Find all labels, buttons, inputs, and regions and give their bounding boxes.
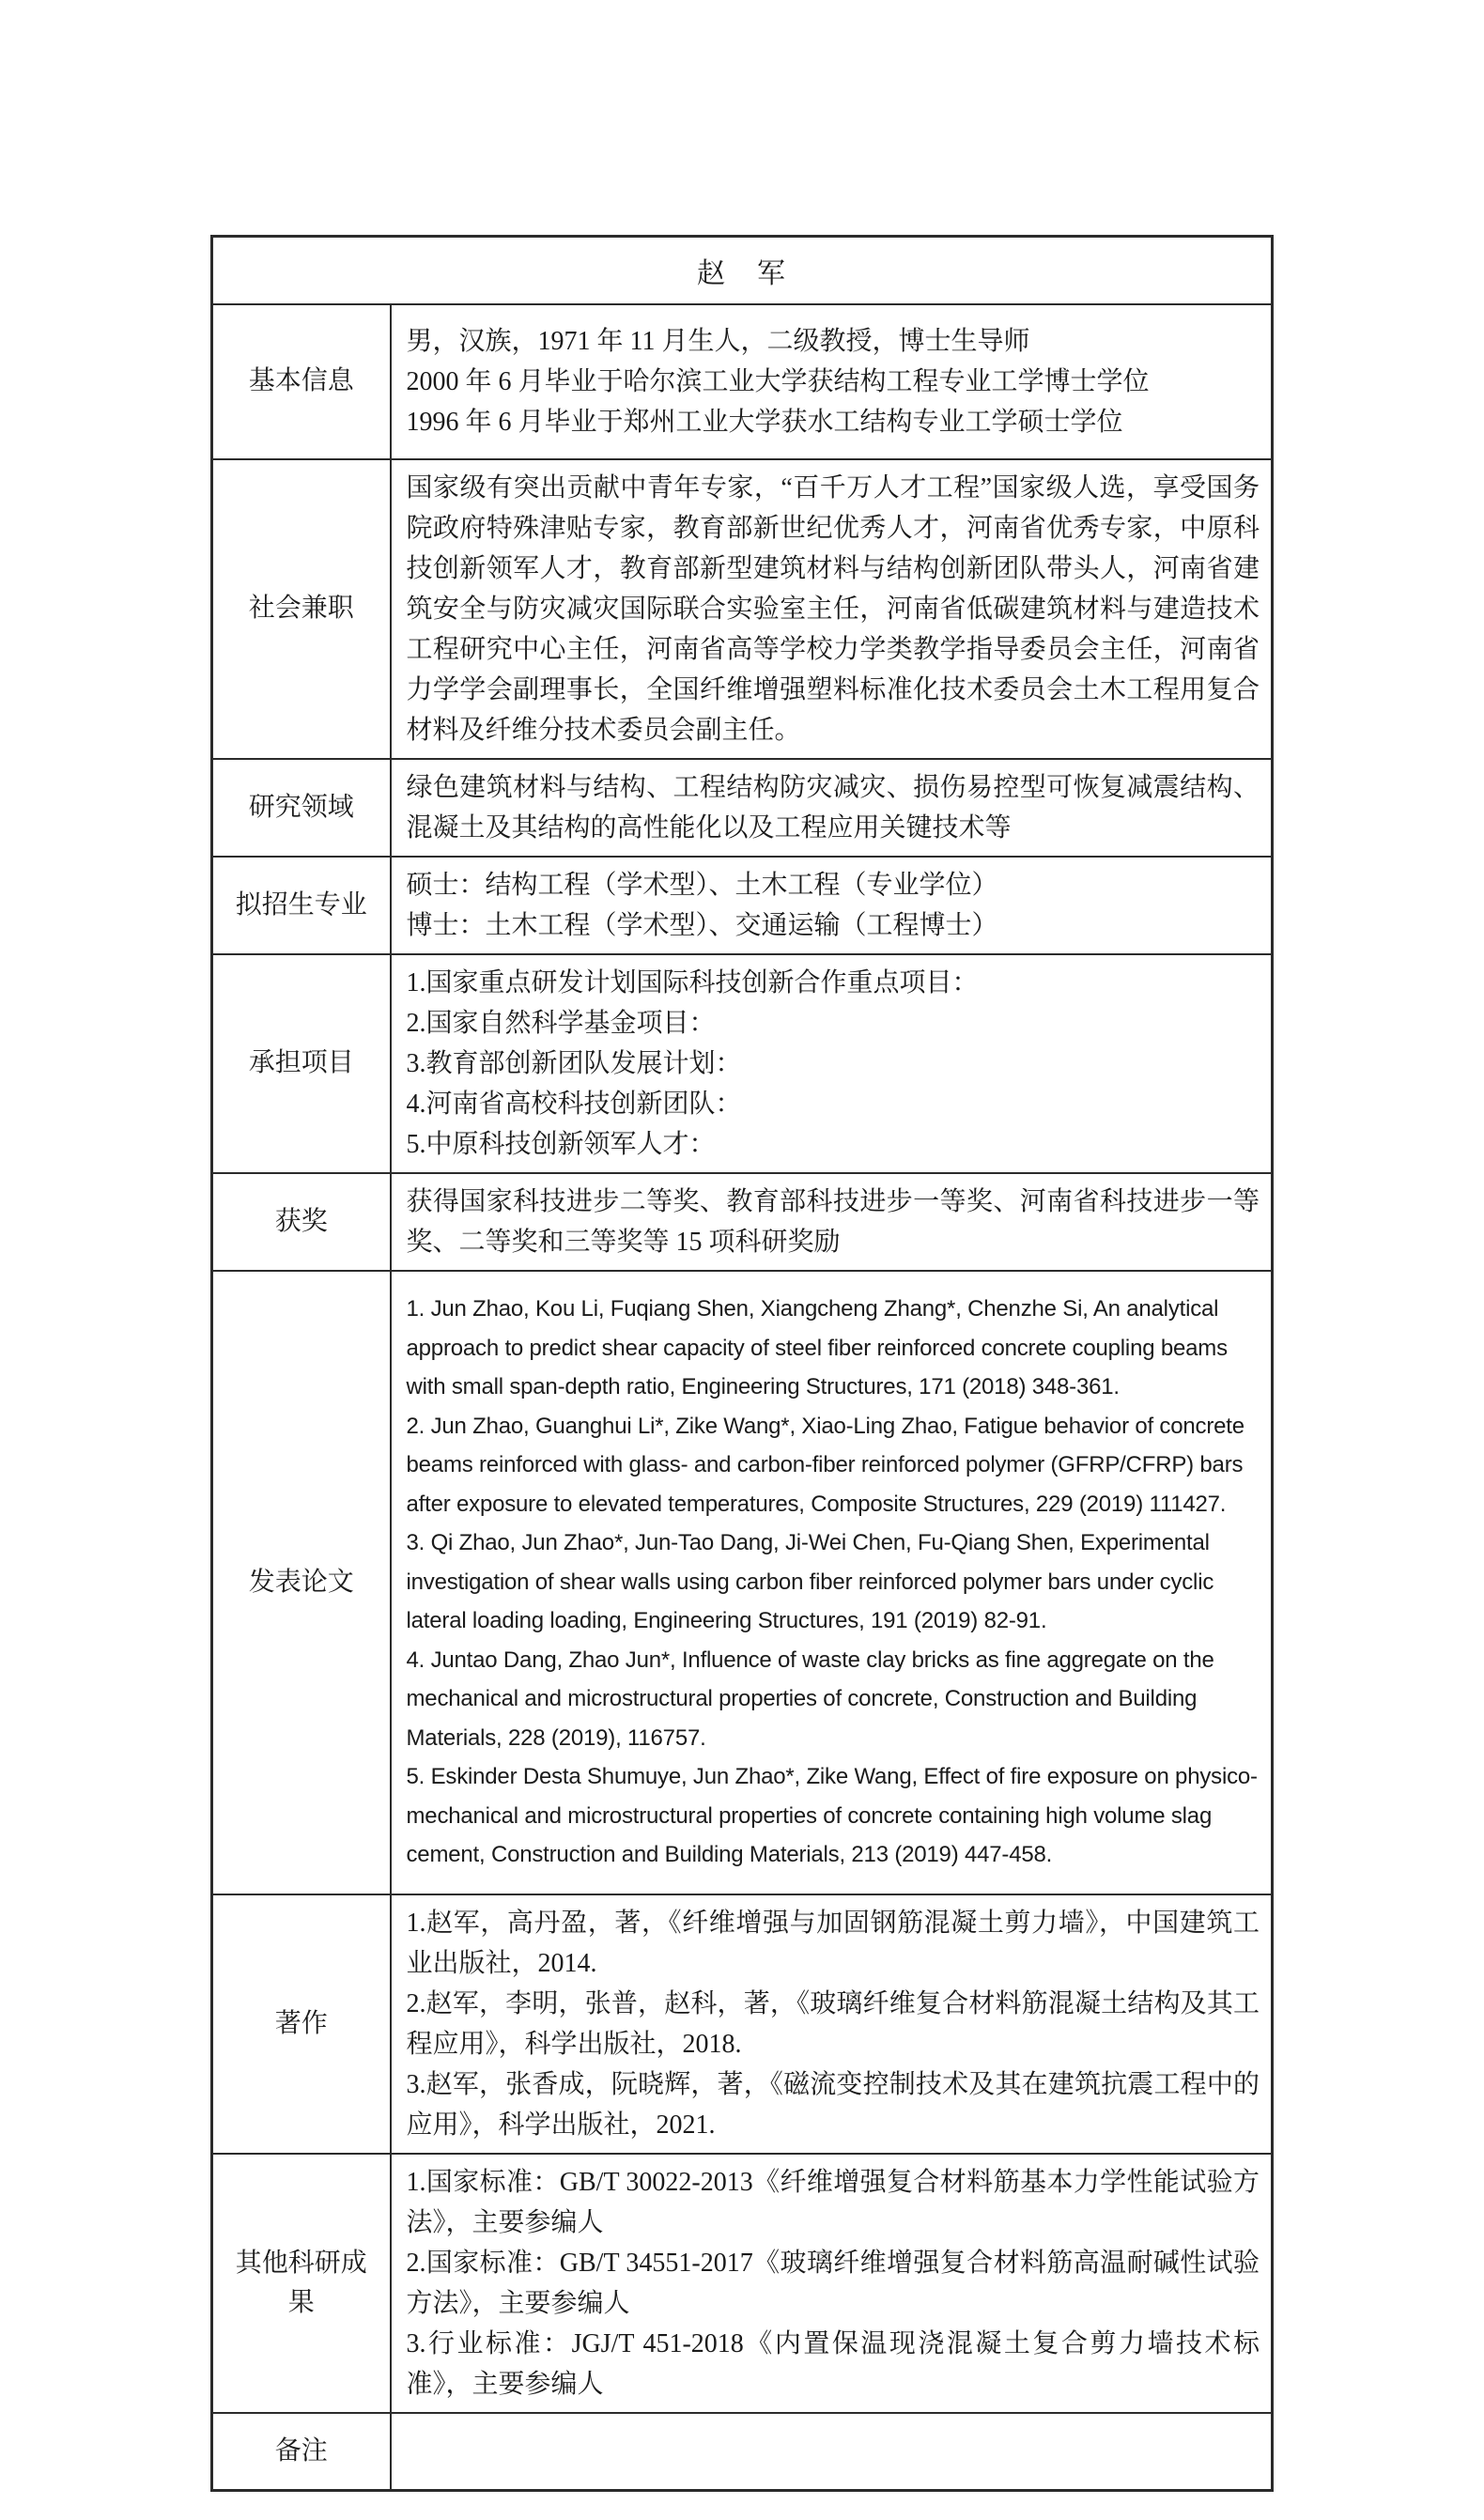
row-published-papers: [212, 1271, 1273, 1894]
book-item: 1.赵军，高丹盈，著，《纤维增强与加固钢筋混凝土剪力墙》，中国建筑工业出版社，2014.: [406, 1908, 1260, 1978]
social-positions-content: [391, 459, 1273, 759]
master-majors-line: 硕士：结构工程（学术型）、土木工程（专业学位）: [406, 870, 998, 900]
other-achievements-content: [391, 2154, 1273, 2413]
professor-profile-table: [210, 235, 1274, 2492]
basic-info-line: 男，汉族，1971 年 11 月生人，二级教授，博士生导师: [406, 326, 1030, 356]
project-item: 4.河南省高校科技创新团队：: [406, 1089, 742, 1119]
paper-item: 1. Jun Zhao, Kou Li, Fuqiang Shen, Xiangcheng Zhang*, Chenzhe Si, An analytical approach to predict shear capacity of steel fiber reinforced concrete coupling beams with small span-depth ratio, Engineering Structures, 171 (2018) 348-361.: [406, 1296, 1228, 1400]
row-other-achievements: [212, 2154, 1273, 2413]
book-item: 2.赵军，李明，张普，赵科，著，《玻璃纤维复合材料筋混凝土结构及其工程应用》，科学出版社，2018.: [406, 1988, 1260, 2059]
paper-item: 2. Jun Zhao, Guanghui Li*, Zike Wang*, Xiao-Ling Zhao, Fatigue behavior of concrete beams reinforced with glass- and carbon-fiber reinforced polymer (GFRP/CFRP) bars after exposure to elevated temperatures, Composite Structures, 229 (2019) 111427.: [406, 1413, 1244, 1517]
project-item: 1.国家重点研发计划国际科技创新合作重点项目：: [406, 967, 979, 997]
projects-label: 承担项目: [212, 954, 391, 1173]
enrollment-majors-label: 拟招生专业: [212, 857, 391, 954]
books-label: 著作: [212, 1894, 391, 2154]
basic-info-content: [391, 304, 1273, 459]
published-papers-content: [391, 1271, 1273, 1894]
doctor-majors-line: 博士：土木工程（学术型）、交通运输（工程博士）: [406, 910, 998, 940]
remarks-label: 备注: [212, 2413, 391, 2491]
book-item: 3.赵军，张香成，阮晓辉，著，《磁流变控制技术及其在建筑抗震工程中的应用》，科学出版社，2021.: [406, 2069, 1260, 2140]
books-content: [391, 1894, 1273, 2154]
person-name: 赵 军: [212, 237, 1273, 304]
basic-info-line: 2000 年 6 月毕业于哈尔滨工业大学获结构工程专业工学博士学位: [406, 366, 1150, 396]
standard-item: 3.行业标准：JGJ/T 451-2018《内置保温现浇混凝土复合剪力墙技术标准》，主要参编人: [406, 2328, 1260, 2399]
row-remarks: [212, 2413, 1273, 2491]
row-books: [212, 1894, 1273, 2154]
awards-text: 获得国家科技进步二等奖、教育部科技进步一等奖、河南省科技进步一等奖、二等奖和三等奖等 15 项科研奖励: [406, 1186, 1260, 1257]
project-item: 2.国家自然科学基金项目：: [406, 1008, 716, 1038]
basic-info-label: 基本信息: [212, 304, 391, 459]
basic-info-line: 1996 年 6 月毕业于郑州工业大学获水工结构专业工学硕士学位: [406, 407, 1123, 437]
paper-item: 5. Eskinder Desta Shumuye, Jun Zhao*, Zike Wang, Effect of fire exposure on physico-mechanical and microstructural properties of concrete containing high volume slag cement, Construction and Building Materials, 213 (2019) 447-458.: [406, 1764, 1258, 1868]
research-fields-content: [391, 759, 1273, 857]
research-fields-text: 绿色建筑材料与结构、工程结构防灾减灾、损伤易控型可恢复减震结构、混凝土及其结构的高性能化以及工程应用关键技术等: [406, 772, 1260, 843]
standard-item: 2.国家标准：GB/T 34551-2017《玻璃纤维增强复合材料筋高温耐碱性试验方法》，主要参编人: [406, 2248, 1260, 2318]
research-fields-label: 研究领域: [212, 759, 391, 857]
row-awards: [212, 1173, 1273, 1271]
row-basic-info: [212, 304, 1273, 459]
title-row: [212, 237, 1273, 304]
project-item: 3.教育部创新团队发展计划：: [406, 1048, 742, 1078]
project-item: 5.中原科技创新领军人才：: [406, 1129, 716, 1159]
row-research-fields: [212, 759, 1273, 857]
enrollment-majors-content: [391, 857, 1273, 954]
paper-item: 4. Juntao Dang, Zhao Jun*, Influence of waste clay bricks as fine aggregate on the mechanical and microstructural properties of concrete, Construction and Building Materials, 228 (2019), 116757.: [406, 1647, 1214, 1751]
social-positions-text: 国家级有突出贡献中青年专家，“百千万人才工程”国家级人选，享受国务院政府特殊津贴专家，教育部新世纪优秀人才，河南省优秀专家，中原科技创新领军人才，教育部新型建筑材料与结构创新团队带头人，河南省建筑安全与防灾减灾国际联合实验室主任，河南省低碳建筑材料与建造技术工程研究中心主任，河南省高等学校力学类教学指导委员会主任，河南省力学学会副理事长，全国纤维增强塑料标准化技术委员会土木工程用复合材料及纤维分技术委员会副主任。: [406, 472, 1260, 745]
row-projects: [212, 954, 1273, 1173]
paper-item: 3. Qi Zhao, Jun Zhao*, Jun-Tao Dang, Ji-Wei Chen, Fu-Qiang Shen, Experimental investigation of shear walls using carbon fiber reinforced polymer bars under cyclic lateral loading loading, Engineering Structures, 191 (2019) 82-91.: [406, 1530, 1214, 1634]
row-enrollment-majors: [212, 857, 1273, 954]
awards-label: 获奖: [212, 1173, 391, 1271]
projects-content: [391, 954, 1273, 1173]
awards-content: [391, 1173, 1273, 1271]
standard-item: 1.国家标准：GB/T 30022-2013《纤维增强复合材料筋基本力学性能试验方法》，主要参编人: [406, 2167, 1260, 2237]
other-achievements-label: 其他科研成果: [212, 2154, 391, 2413]
social-positions-label: 社会兼职: [212, 459, 391, 759]
published-papers-label: 发表论文: [212, 1271, 391, 1894]
row-social-positions: [212, 459, 1273, 759]
remarks-content: [391, 2413, 1273, 2491]
